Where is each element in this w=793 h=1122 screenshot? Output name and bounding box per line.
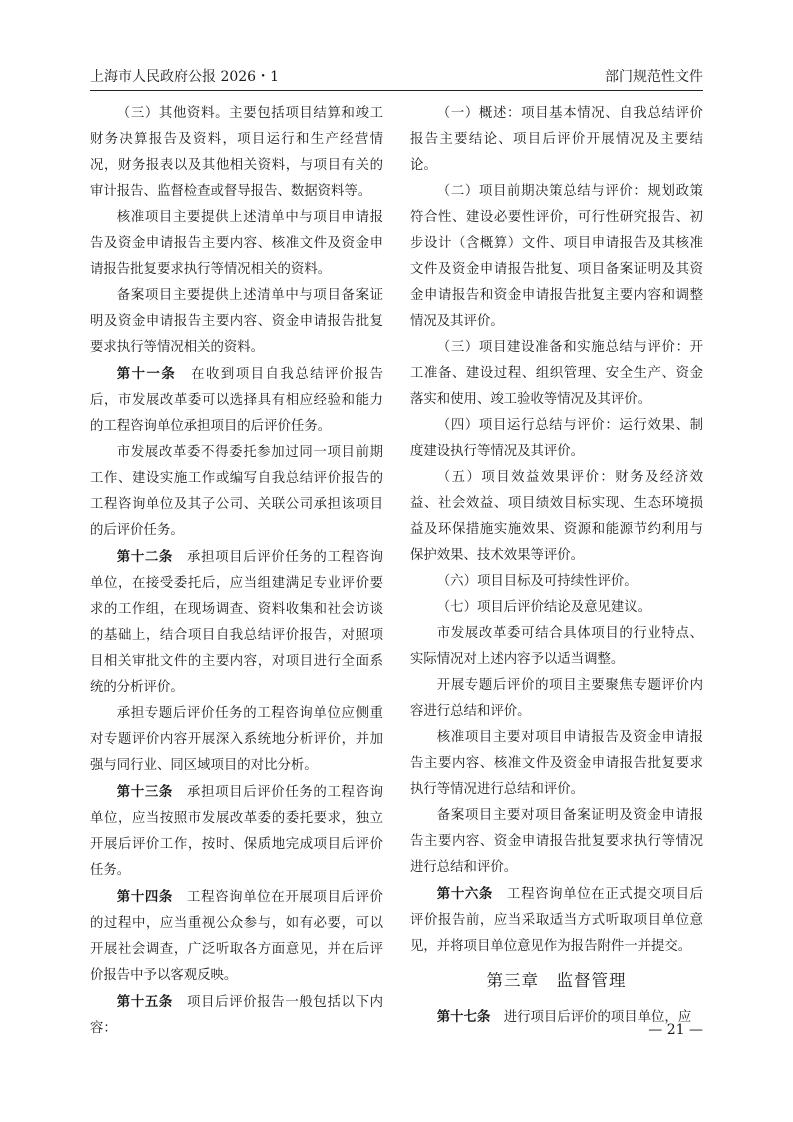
article-sep: [173, 890, 187, 905]
section-title: 部门规范性文件: [605, 69, 703, 85]
paragraph: [410, 335, 703, 413]
paragraph-text: 工程咨询单位在开展项目后评价的过程中，应当重视公众参与，如有必要，可以开展社会调查，广泛听取各方面意见，并在后评价报告中予以客观反映。: [90, 890, 384, 983]
article-number: 第十一条: [116, 366, 177, 382]
paragraph: [90, 989, 383, 1042]
paragraph-text: 承担专题后评价任务的工程咨询单位应侧重对专题评价内容开展深入系统地分析评价，并加强与同行业、同区域项目的对比分析。: [90, 706, 383, 773]
paragraph-text: 承担项目后评价任务的工程咨询单位，在接受委托后，应当组建满足专业评价要求的工作组，在现场调查、资料收集和社会访谈的基础上，结合项目自我总结评价报告，对照项目相关审批文件的主要内容，对项目进行全面系统的分析评价。: [90, 550, 384, 695]
paragraph: [90, 440, 383, 544]
article-sep: [173, 785, 187, 800]
page-header: [90, 66, 703, 88]
article-sep: [490, 1010, 503, 1025]
paragraph: [410, 413, 703, 465]
paragraph: [90, 884, 383, 989]
paragraph-text: 开展专题后评价的项目主要聚焦专题评价内容进行总结和评价。: [410, 678, 703, 719]
article-sep: [173, 550, 187, 565]
page-number: — 21 —: [648, 1022, 703, 1038]
article-sep: [176, 367, 191, 382]
paragraph-text: 备案项目主要提供上述清单中与项目备案证明及资金申请报告主要内容、资金申请报告批复要求执行等情况相关的资料。: [90, 288, 383, 355]
left-column: [90, 101, 383, 1042]
paragraph: [410, 465, 703, 569]
chapter-heading: 第三章 监督管理: [486, 971, 627, 990]
paragraph: [410, 725, 703, 803]
paragraph-text: 市发展改革委可结合具体项目的行业特点、实际情况对上述内容予以适当调整。: [410, 626, 703, 667]
paragraph-text: （四）项目运行总结与评价：运行效果、制度建设执行等情况及其评价。: [410, 418, 703, 459]
paragraph-text: （三）其他资料。主要包括项目结算和竣工财务决算报告及资料，项目运行和生产经营情况，财务报表以及其他相关资料，与项目有关的审计报告、监督检查或督导报告、数据资料等。: [90, 106, 383, 199]
paragraph: [410, 621, 703, 673]
publication-title: 上海市人民政府公报 2026・1: [90, 69, 279, 85]
paragraph: [410, 569, 703, 595]
paragraph-text: （五）项目效益效果评价：财务及经济效益、社会效益、项目绩效目标实现、生态环境损益及环保措施实施效果、资源和能源节约利用与保护效果、技术效果等评价。: [410, 470, 703, 563]
article-sep: [173, 995, 187, 1010]
header-divider: [90, 90, 703, 91]
paragraph-text: 工程咨询单位在正式提交项目后评价报告前，应当采取适当方式听取项目单位意见，并将项目单位意见作为报告附件一并提交。: [410, 887, 704, 954]
paragraph: [410, 101, 703, 179]
paragraph-text: 进行项目后评价的项目单位，应: [503, 1010, 692, 1025]
article-number: 第十七条: [436, 1009, 491, 1025]
paragraph-text: 核准项目主要对项目申请报告及资金申请报告主要内容、核准文件及资金申请报告批复要求执行等情况进行总结和评价。: [410, 730, 703, 797]
paragraph: [90, 205, 383, 283]
article-number: 第十六条: [436, 886, 493, 902]
article-sep: [493, 887, 507, 902]
paragraph: [410, 595, 703, 621]
paragraph: [410, 803, 703, 881]
paragraph: [90, 361, 383, 440]
paragraph: [410, 673, 703, 725]
article-number: 第十四条: [116, 889, 173, 905]
paragraph: [90, 283, 383, 361]
paragraph: [90, 779, 383, 884]
paragraph: [90, 701, 383, 779]
paragraph-text: （二）项目前期决策总结与评价：规划政策符合性、建设必要性评价，可行性研究报告、初步设计（含概算）文件、项目申请报告及其核准文件及资金申请报告批复、项目备案证明及其资金申请报告和资金申请报告批复主要内容和调整情况及其评价。: [410, 184, 703, 329]
article-number: 第十五条: [116, 994, 173, 1010]
paragraph-text: 市发展改革委不得委托参加过同一项目前期工作、建设实施工作或编写自我总结评价报告的工程咨询单位及其子公司、关联公司承担该项目的后评价任务。: [90, 445, 383, 538]
paragraph-text: （三）项目建设准备和实施总结与评价：开工准备、建设过程、组织管理、安全生产、资金落实和使用、竣工验收等情况及其评价。: [410, 340, 703, 407]
paragraph-text: （一）概述：项目基本情况、自我总结评价报告主要结论、项目后评价开展情况及主要结论。: [410, 106, 703, 173]
right-column: [410, 101, 703, 1031]
paragraph-text: 核准项目主要提供上述清单中与项目申请报告及资金申请报告主要内容、核准文件及资金申请报告批复要求执行等情况相关的资料。: [90, 210, 383, 277]
paragraph-text: 备案项目主要对项目备案证明及资金申请报告主要内容、资金申请报告批复要求执行等情况进行总结和评价。: [410, 808, 703, 875]
article-number: 第十二条: [116, 549, 173, 565]
paragraph-text: （七）项目后评价结论及意见建议。: [436, 600, 652, 615]
paragraph: [410, 881, 703, 960]
paragraph-text: 在收到项目自我总结评价报告后，市发展改革委可以选择具有相应经验和能力的工程咨询单位承担项目的后评价任务。: [90, 367, 384, 434]
paragraph: [410, 179, 703, 335]
paragraph-text: （六）项目目标及可持续性评价。: [436, 574, 638, 589]
right-column-paragraphs: [410, 101, 703, 960]
paragraph-text: 承担项目后评价任务的工程咨询单位，应当按照市发展改革委的委托要求，独立开展后评价工作，按时、保质地完成项目后评价任务。: [90, 785, 384, 878]
paragraph-text: 项目后评价报告一般包括以下内容：: [90, 995, 384, 1036]
paragraph: [90, 101, 383, 205]
paragraph: [90, 544, 383, 701]
article-number: 第十三条: [116, 784, 173, 800]
